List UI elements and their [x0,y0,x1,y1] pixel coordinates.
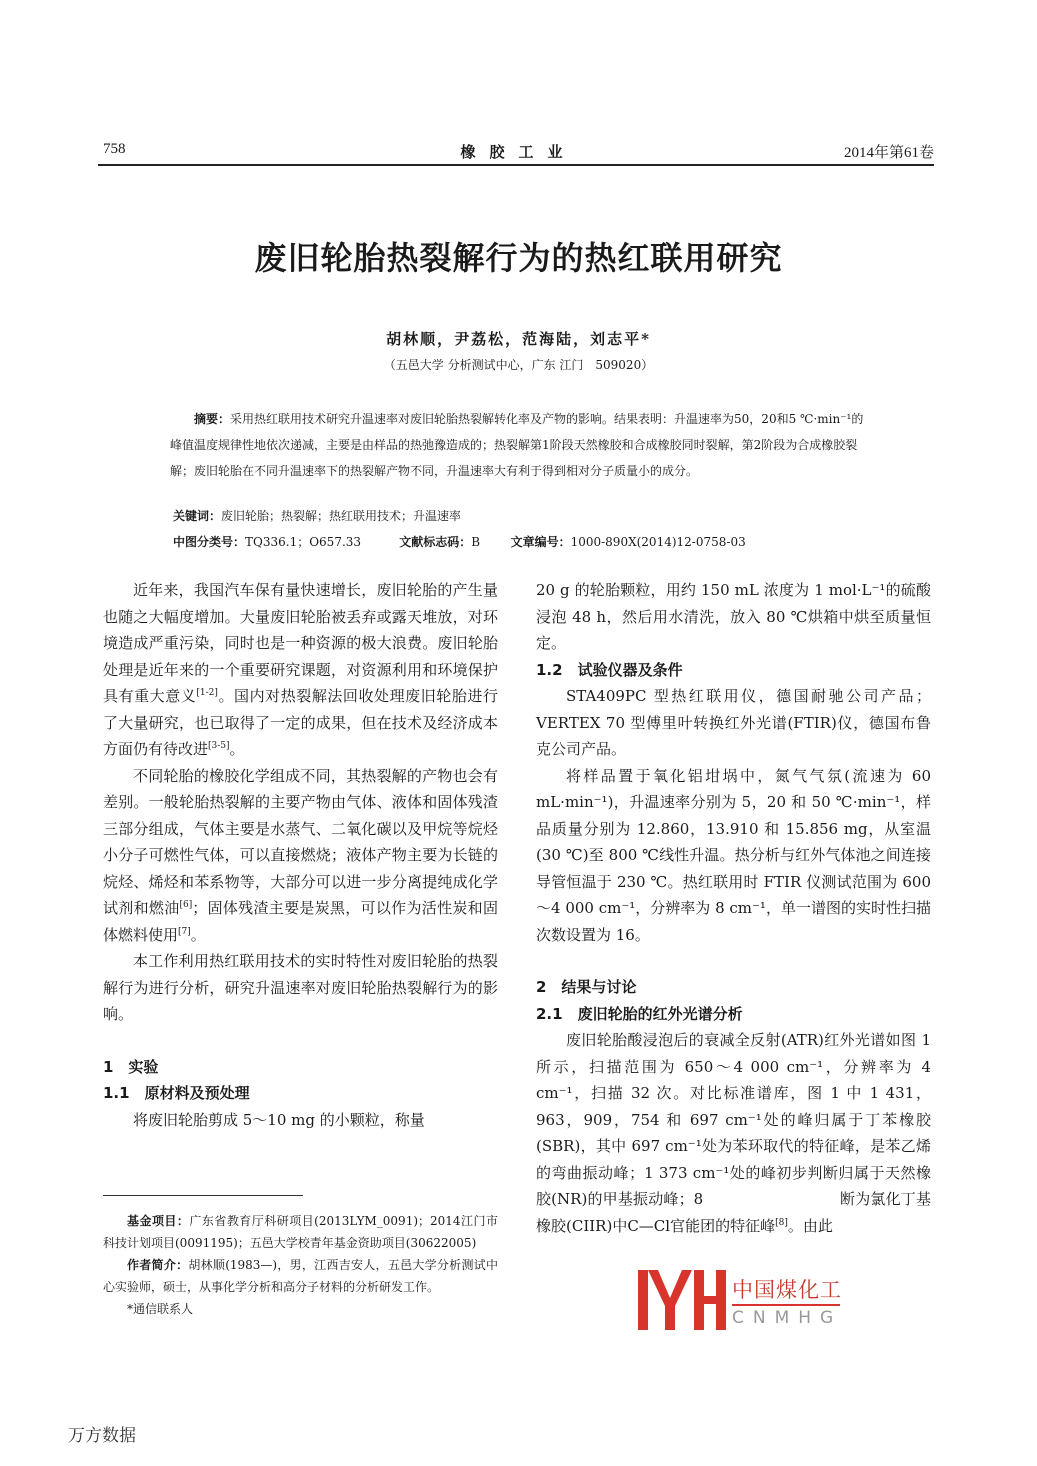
keywords-text: 废旧轮胎；热裂解；热红联用技术；升温速率 [221,509,462,523]
watermark-divider [732,1304,840,1306]
abstract-text: 采用热红联用技术研究升温速率对废旧轮胎热裂解转化率及产物的影响。结果表明：升温速率为50，20和5 ℃·min⁻¹的峰值温度规律性地依次递减，主要是由样品的热弛豫造成的；热裂解第1阶段天然橡胶和合成橡胶同时裂解，第2阶段为合成橡胶裂解；废旧轮胎在不同升温速率下的热裂解产物不同，升温速率大有利于得到相对分子质量小的成分。 [170,412,864,478]
footnotes [103,1210,498,1320]
section-heading-2: 2 结果与讨论 [536,978,637,996]
doc-code-value: B [471,535,481,549]
intro-paragraph-1: 近年来，我国汽车保有量快速增长，废旧轮胎的产生量也随之大幅度增加。大量废旧轮胎被丢弃或露天堆放，对环境造成严重污染，同时也是一种资源的极大浪费。废旧轮胎处理是近年来的一个重要研究课题，对资源利用和环境保护具有重大意义[1-2]。国内对热裂解法回收处理废旧轮胎进行了大量研究，也已取得了一定的成果，但在技术及经济成本方面仍有待改进[3-5]。 [103,581,498,758]
keywords-label: 关键词： [173,509,222,523]
intro-paragraph-3: 本工作利用热红联用技术的实时特性对废旧轮胎的热裂解行为进行分析，研究升温速率对废旧轮胎热裂解行为的影响。 [103,952,498,1023]
clc-label: 中图分类号： [173,535,246,549]
left-column [103,577,498,1133]
cnmhg-logo-icon [636,1268,726,1332]
footnote-rule [103,1195,303,1196]
watermark-name-en: CNMHG [732,1308,843,1328]
citation[interactable]: [1-2] [196,688,218,698]
authors: 胡林顺，尹荔松，范海陆，刘志平* [386,330,651,348]
section-heading-2-1: 2.1 废旧轮胎的红外光谱分析 [536,1004,743,1023]
author-bio: 作者简介：胡林顺(1983—)，男，江西吉安人，五邑大学分析测试中心实验师，硕士，从事化学分析和高分子材料的分析研发工作。 [103,1258,498,1294]
affiliation: （五邑大学 分析测试中心，广东 江门 509020） [383,358,654,372]
section-heading-1-1: 1.1 原材料及预处理 [103,1084,250,1102]
instruments-paragraph: STA409PC 型热红联用仪，德国耐驰公司产品；VERTEX 70 型傅里叶转换红外光谱(FTIR)仪，德国布鲁克公司产品。 [536,687,931,758]
corresponding-author: *通信联系人 [127,1302,194,1316]
article-no-label: 文章编号： [510,535,571,549]
page-number: 758 [103,141,126,157]
right-column [536,577,931,1239]
section-heading-1: 1 实验 [103,1057,159,1076]
journal-name: 橡胶工业 [460,143,577,161]
watermark-logo [636,1268,846,1332]
funding-note: 基金项目：广东省教育厅科研项目(2013LYM_0091)；2014江门市科技计划项目(0091195)；五邑大学校青年基金资助项目(30622005) [103,1214,498,1250]
citation[interactable]: [7] [178,926,191,937]
conditions-paragraph: 将样品置于氧化铝坩埚中，氮气气氛(流速为 60 mL·min⁻¹)，升温速率分别为 5，20 和 50 ℃·min⁻¹，样品质量分别为 12.860，13.910 和 15.856 mg，从室温(30 ℃)至 800 ℃线性升温。热分析与红外气体池之间连接导管恒温于 230 ℃。热红联用时 FTIR 仪测试范围为 600～4 000 cm⁻¹，分辨率为 8 cm⁻¹，单一谱图的实时性扫描次数设置为 16。 [536,766,931,944]
header-rule [98,164,934,166]
section-heading-1-2: 1.2 试验仪器及条件 [536,660,683,679]
volume-info: 2014年第61卷 [843,145,934,161]
materials-paragraph: 将废旧轮胎剪成 5～10 mg 的小颗粒，称量 [133,1110,425,1129]
watermark-name-cn: 中国煤化工 [732,1274,842,1304]
materials-paragraph-cont: 20 g 的轮胎颗粒，用约 150 mL 浓度为 1 mol·L⁻¹的硫酸浸泡 48 h，然后用水清洗，放入 80 ℃烘箱中烘至质量恒定。 [536,581,931,652]
clc-value: TQ336.1；O657.33 [245,535,362,549]
abstract [170,406,870,484]
classification [173,533,746,550]
keywords [173,507,461,524]
citation[interactable]: [8] [775,1217,788,1228]
source-label: 万方数据 [68,1426,136,1446]
ir-analysis-paragraph: 废旧轮胎酸浸泡后的衰减全反射(ATR)红外光谱如图 1 所示，扫描范围为 650～4 000 cm⁻¹，分辨率为 4 cm⁻¹，扫描 32 次。对比标准谱库，图 1 中 1 431，963，909，754 和 697 cm⁻¹处的峰归属于丁苯橡胶(SBR)，其中 697 cm⁻¹处为苯环取代的特征峰，是苯乙烯的弯曲振动峰；1 373 cm⁻¹处的峰初步判断归属于天然橡胶(NR)的甲基振动峰；8 断为氯化丁基橡胶(CIIR)中C—Cl官能团的特征峰[8]。由此 [536,1031,931,1235]
abstract-label: 摘要： [194,412,231,426]
citation[interactable]: [6] [179,900,193,910]
intro-paragraph-2: 不同轮胎的橡胶化学组成不同，其热裂解的产物也会有差别。一般轮胎热裂解的主要产物由气体、液体和固体残渣三部分组成，气体主要是水蒸气、二氧化碳以及甲烷等烷烃小分子可燃性气体，可以直接燃烧；液体产物主要为长链的烷烃、烯烃和苯系物等，大部分可以进一步分离提纯成化学试剂和燃油[6]；固体残渣主要是炭黑，可以作为活性炭和固体燃料使用[7]。 [103,766,498,944]
citation[interactable]: [3-5] [208,741,230,751]
article-title: 废旧轮胎热裂解行为的热红联用研究 [254,239,783,277]
doc-code-label: 文献标志码： [399,535,472,549]
article-no-value: 1000-890X(2014)12-0758-03 [570,535,746,549]
